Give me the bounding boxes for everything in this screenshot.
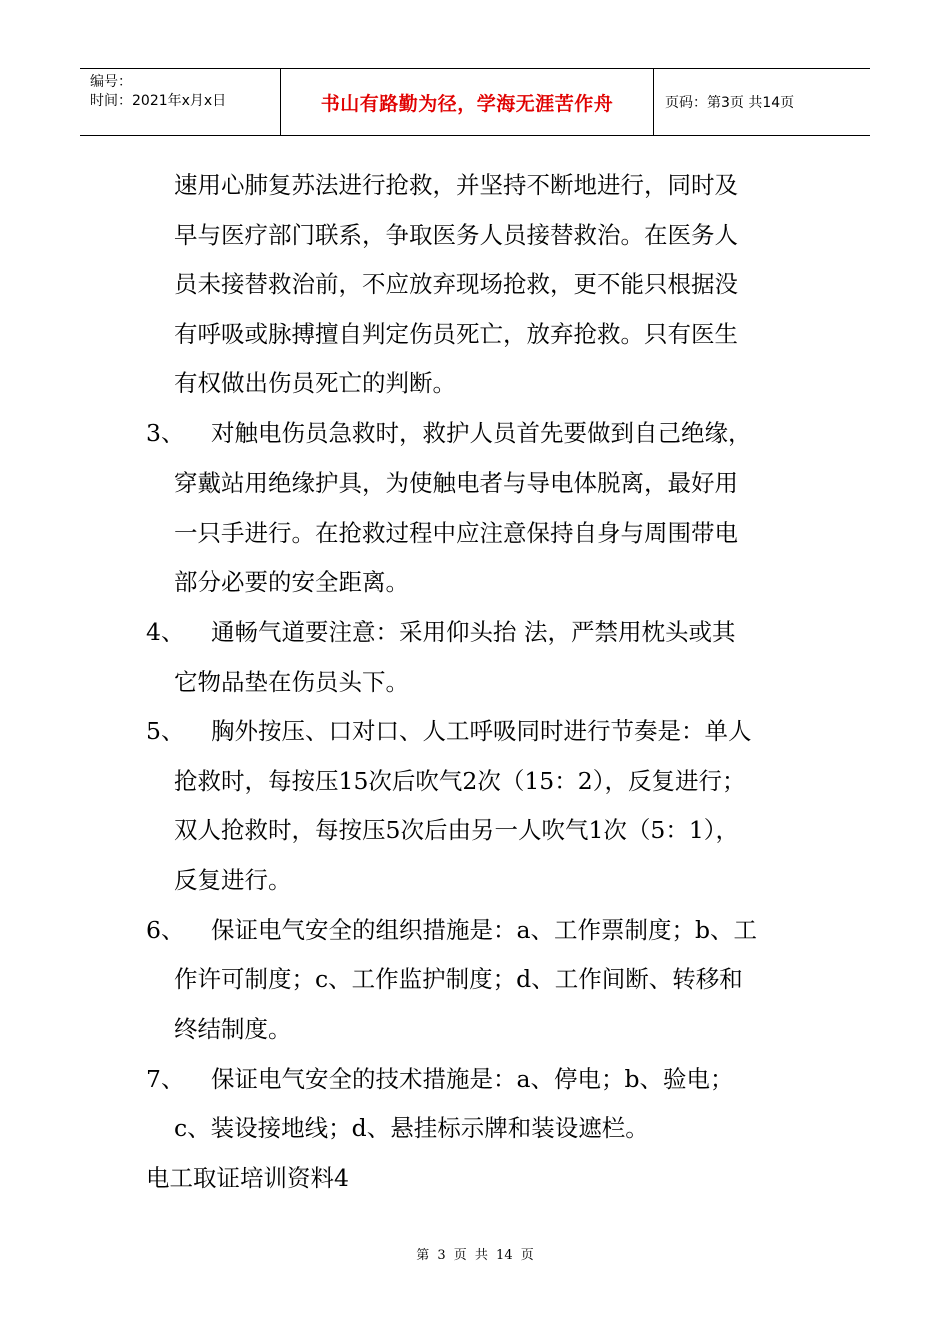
- header-meta: [80, 69, 281, 135]
- document-date-label: 时间：2021年x月x日: [90, 93, 227, 109]
- body-line: 早与医疗部门联系，争取医务人员接替救治。在医务人: [174, 221, 738, 249]
- body-line: 部分必要的安全距离。: [174, 568, 409, 596]
- body-line: 双人抢救时，每按压5次后由另一人吹气1次（5：1），: [174, 816, 740, 844]
- body-line: c、装设接地线；d、悬挂标示牌和装设遮栏。: [174, 1114, 649, 1142]
- item-number: 3、: [146, 419, 185, 447]
- body-line: 穿戴站用绝缘护具，为使触电者与导电体脱离，最好用: [174, 469, 738, 497]
- body-line: 有呼吸或脉搏擅自判定伤员死亡，放弃抢救。只有医生: [174, 320, 738, 348]
- body-line: 对触电伤员急救时，救护人员首先要做到自己绝缘，: [211, 419, 752, 447]
- body-line: 反复进行。: [174, 866, 292, 894]
- item-number: 6、: [146, 916, 185, 944]
- body-line: 保证电气安全的技术措施是：a、停电；b、验电；: [211, 1065, 734, 1093]
- header-page-info: 页码：第3页 共14页: [665, 95, 795, 111]
- body-line: 一只手进行。在抢救过程中应注意保持自身与周围带电: [174, 519, 738, 547]
- item-number: 4、: [146, 618, 185, 646]
- page-footer: 第 3 页 共 14 页: [416, 1248, 534, 1263]
- body-line: 有权做出伤员死亡的判断。: [174, 369, 456, 397]
- item-number: 7、: [146, 1065, 185, 1093]
- section-heading: 电工取证培训资料4: [146, 1164, 349, 1192]
- body-line: 作许可制度；c、工作监护制度；d、工作间断、转移和: [174, 965, 743, 993]
- header-motto: 书山有路勤为径，学海无涯苦作舟: [281, 69, 654, 135]
- body-line: 速用心肺复苏法进行抢救，并坚持不断地进行，同时及: [174, 171, 738, 199]
- body-line: 抢救时，每按压15次后吹气2次（15：2），反复进行；: [174, 767, 746, 795]
- body-line: 胸外按压、口对口、人工呼吸同时进行节奏是：单人: [211, 717, 752, 745]
- document-number-label: 编号：: [90, 74, 132, 90]
- body-line: 它物品垫在伤员头下。: [174, 668, 409, 696]
- page-header: [80, 68, 870, 136]
- item-number: 5、: [146, 717, 185, 745]
- body-line: 终结制度。: [174, 1015, 292, 1043]
- body-line: 员未接替救治前，不应放弃现场抢救，更不能只根据没: [174, 270, 738, 298]
- body-line: 保证电气安全的组织措施是：a、工作票制度；b、工: [211, 916, 758, 944]
- body-line: 通畅气道要注意：采用仰头抬 法，严禁用枕头或其: [211, 618, 736, 646]
